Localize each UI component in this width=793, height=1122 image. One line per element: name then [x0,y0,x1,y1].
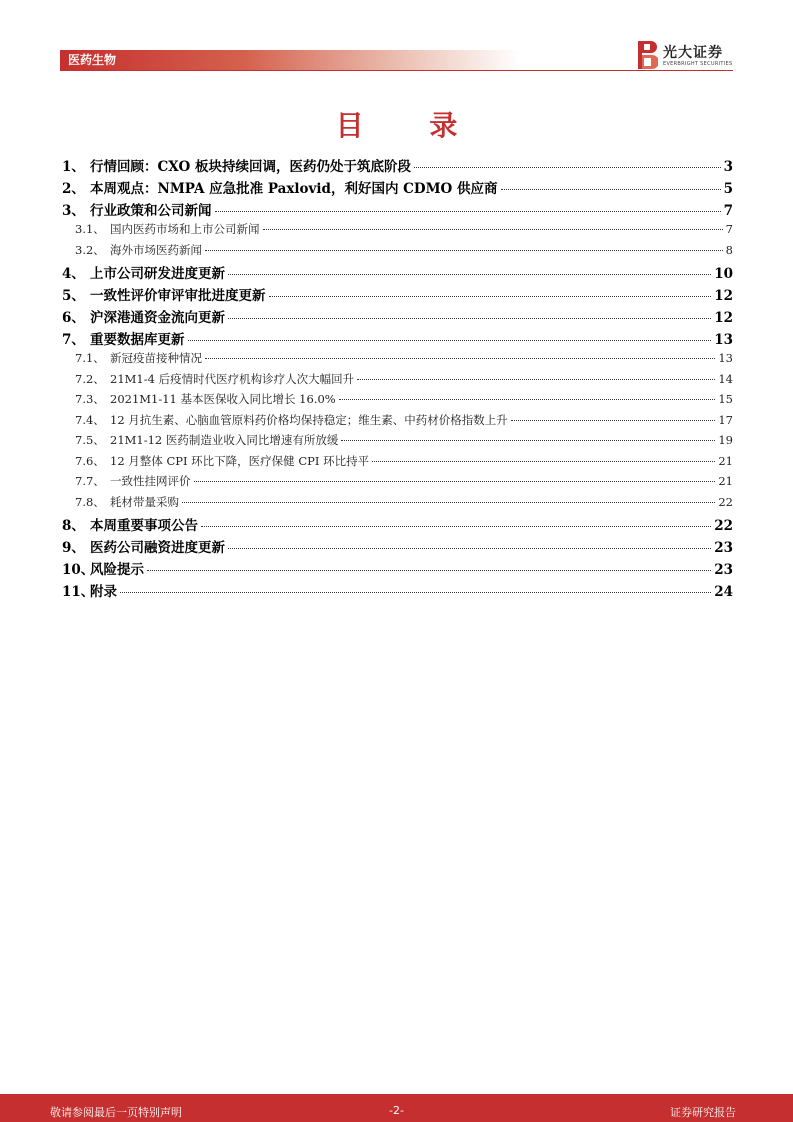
toc-leader-dots [215,211,721,212]
toc-entry-number: 7.5、 [75,433,105,447]
footer-report-type: 证券研究报告 [670,1106,736,1119]
toc-leader-dots [205,250,723,251]
toc-entry-page: 7 [725,222,733,236]
section-label: 医药生物 [68,53,117,67]
toc-entry-number: 4、 [62,266,85,282]
toc-entry-page: 22 [714,518,733,534]
toc-entry[interactable] [60,306,733,328]
toc-entry[interactable] [60,350,733,371]
toc-leader-dots [228,274,711,275]
toc-entry-page: 22 [718,494,733,509]
toc-entry-number: 11、 [62,584,95,600]
toc-entry-title: 新冠疫苗接种情况 [110,351,202,365]
toc-entry-page: 24 [714,584,733,600]
toc-entry[interactable] [60,284,733,306]
toc-entry-number: 7.8、 [75,494,105,509]
toc-entry-title: 附录 [90,584,117,600]
toc-entry-title: 海外市场医药新闻 [110,242,202,257]
toc-leader-dots [339,399,716,400]
toc-entry-page: 23 [714,562,733,578]
toc-entry-title: 行情回顾：CXO 板块持续回调，医药仍处于筑底阶段 [90,159,411,175]
toc-leader-dots [120,592,711,593]
toc-leader-dots [357,379,715,380]
toc-leader-dots [205,358,715,359]
toc-entry-number: 3.1、 [75,222,105,236]
header-rule [60,70,733,71]
toc-entry-title: 一致性挂网评价 [110,474,191,488]
toc-entry-number: 8、 [62,518,85,534]
toc-entry[interactable] [60,453,733,474]
toc-title: 目 录 [335,109,486,142]
toc-entry-number: 7、 [62,332,85,348]
toc-entry-title: 行业政策和公司新闻 [90,203,212,219]
toc-entry[interactable] [60,155,733,177]
toc-entry[interactable] [60,494,733,515]
toc-entry-title: 风险提示 [90,562,144,578]
toc-entry-title: 耗材带量采购 [110,494,179,509]
toc-leader-dots [228,318,711,319]
toc-entry-page: 12 [714,310,733,326]
toc-entry-page: 13 [718,351,733,365]
toc-leader-dots [501,189,721,190]
logo [636,40,736,72]
toc-entry-title: 一致性评价审评审批进度更新 [90,288,266,304]
toc-entry-number: 1、 [62,159,85,175]
toc-leader-dots [147,570,711,571]
toc-entry-number: 7.7、 [75,474,105,488]
toc-leader-dots [372,461,715,462]
toc-entry-page: 8 [725,242,733,257]
toc-entry-title: 12 月整体 CPI 环比下降，医疗保健 CPI 环比持平 [110,453,370,468]
toc-list [60,155,733,602]
toc-entry-page: 5 [723,181,733,197]
toc-entry[interactable] [60,536,733,558]
toc-entry-title: 国内医药市场和上市公司新闻 [110,222,260,236]
toc-leader-dots [269,296,712,297]
logo-text-en: EVERBRIGHT SECURITIES [663,61,733,67]
toc-entry[interactable] [60,391,733,412]
toc-entry-page: 13 [714,332,733,348]
toc-entry-number: 3、 [62,203,85,219]
toc-entry-title: 21M1-4 后疫情时代医疗机构诊疗人次大幅回升 [110,371,355,386]
toc-entry[interactable] [60,221,733,242]
logo-text-cn: 光大证券 [663,45,723,61]
toc-entry-page: 7 [723,203,733,219]
toc-entry-title: 2021M1-11 基本医保收入同比增长 16.0% [110,392,336,406]
toc-entry[interactable] [60,558,733,580]
toc-entry-page: 14 [718,371,733,386]
toc-leader-dots [194,481,716,482]
footer-disclaimer: 敬请参阅最后一页特别声明 [50,1106,182,1119]
toc-entry-number: 9、 [62,540,85,556]
toc-entry[interactable] [60,412,733,433]
toc-entry-title: 医药公司融资进度更新 [90,540,225,556]
toc-entry-page: 3 [723,159,733,175]
toc-entry[interactable] [60,432,733,453]
toc-entry-title: 21M1-12 医药制造业收入同比增速有所放缓 [110,433,339,447]
toc-entry[interactable] [60,242,733,263]
toc-entry-number: 7.6、 [75,453,105,468]
toc-leader-dots [341,440,715,441]
toc-entry-title: 本周观点：NMPA 应急批准 Paxlovid，利好国内 CDMO 供应商 [90,181,498,197]
toc-entry-number: 7.2、 [75,371,105,386]
toc-entry-page: 17 [718,412,733,427]
toc-entry[interactable] [60,371,733,392]
toc-entry[interactable] [60,199,733,221]
toc-entry-title: 12 月抗生素、心脑血管原料药价格均保持稳定；维生素、中药材价格指数上升 [110,412,508,427]
toc-entry-number: 7.1、 [75,351,105,365]
toc-entry[interactable] [60,514,733,536]
toc-entry[interactable] [60,262,733,284]
toc-entry-page: 10 [714,266,733,282]
toc-entry-page: 21 [718,474,733,488]
toc-leader-dots [188,340,712,341]
toc-entry-page: 21 [718,453,733,468]
toc-leader-dots [414,167,721,168]
toc-entry-title: 重要数据库更新 [90,332,185,348]
toc-entry-title: 上市公司研发进度更新 [90,266,225,282]
toc-entry-page: 15 [718,392,733,406]
toc-entry-page: 23 [714,540,733,556]
toc-entry-page: 12 [714,288,733,304]
toc-entry-number: 10、 [62,562,95,578]
footer [0,1094,793,1122]
toc-entry-number: 3.2、 [75,242,105,257]
toc-entry[interactable] [60,328,733,350]
toc-leader-dots [263,229,723,230]
toc-entry[interactable] [60,580,733,602]
toc-entry-number: 7.3、 [75,392,105,406]
toc-entry[interactable] [60,473,733,494]
toc-leader-dots [182,502,715,503]
toc-entry-number: 7.4、 [75,412,105,427]
toc-entry-number: 2、 [62,181,85,197]
toc-entry-number: 5、 [62,288,85,304]
everbright-logo-icon [636,40,658,70]
toc-entry-title: 沪深港通资金流向更新 [90,310,225,326]
page-number: -2- [389,1104,404,1117]
toc-entry-title: 本周重要事项公告 [90,518,198,534]
toc-entry-page: 19 [718,433,733,447]
toc-leader-dots [201,526,711,527]
toc-entry[interactable] [60,177,733,199]
toc-leader-dots [511,420,716,421]
header-band [60,50,520,70]
toc-leader-dots [228,548,711,549]
toc-entry-number: 6、 [62,310,85,326]
